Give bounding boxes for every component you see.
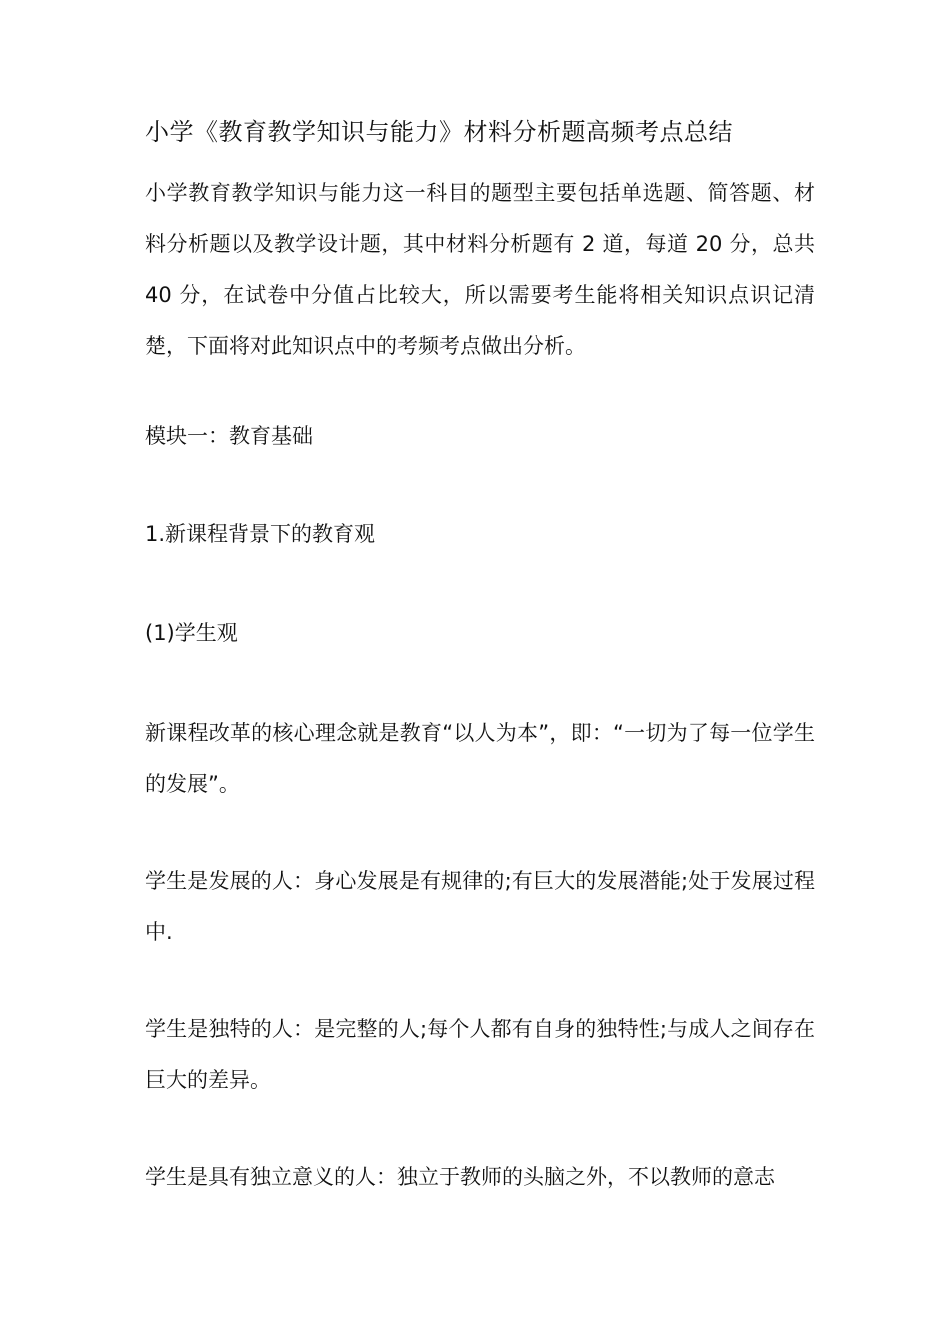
paragraph-student-unique: 学生是独特的人：是完整的人;每个人都有自身的独特性;与成人之间存在巨大的差异。 <box>145 1017 815 1092</box>
subsection-heading: (1)学生观 <box>145 621 238 645</box>
intro-paragraph: 小学教育教学知识与能力这一科目的题型主要包括单选题、简答题、材料分析题以及教学设计题，其中材料分析题有 2 道，每道 20 分，总共 40 分，在试卷中分值占比较大，所以需要考生能将相关知识点识记清楚，下面将对此知识点中的考频考点做出分析。 <box>145 181 815 358</box>
document-title: 小学《教育教学知识与能力》材料分析题高频考点总结 <box>145 118 733 146</box>
paragraph-core-idea: 新课程改革的核心理念就是教育“以人为本”，即：“一切为了每一位学生的发展”。 <box>145 721 815 796</box>
paragraph-student-developing: 学生是发展的人：身心发展是有规律的;有巨大的发展潜能;处于发展过程中. <box>145 869 815 944</box>
paragraph-student-independent: 学生是具有独立意义的人：独立于教师的头脑之外，不以教师的意志 <box>145 1165 775 1189</box>
module-heading: 模块一：教育基础 <box>145 424 313 448</box>
section-heading: 1.新课程背景下的教育观 <box>145 522 376 546</box>
